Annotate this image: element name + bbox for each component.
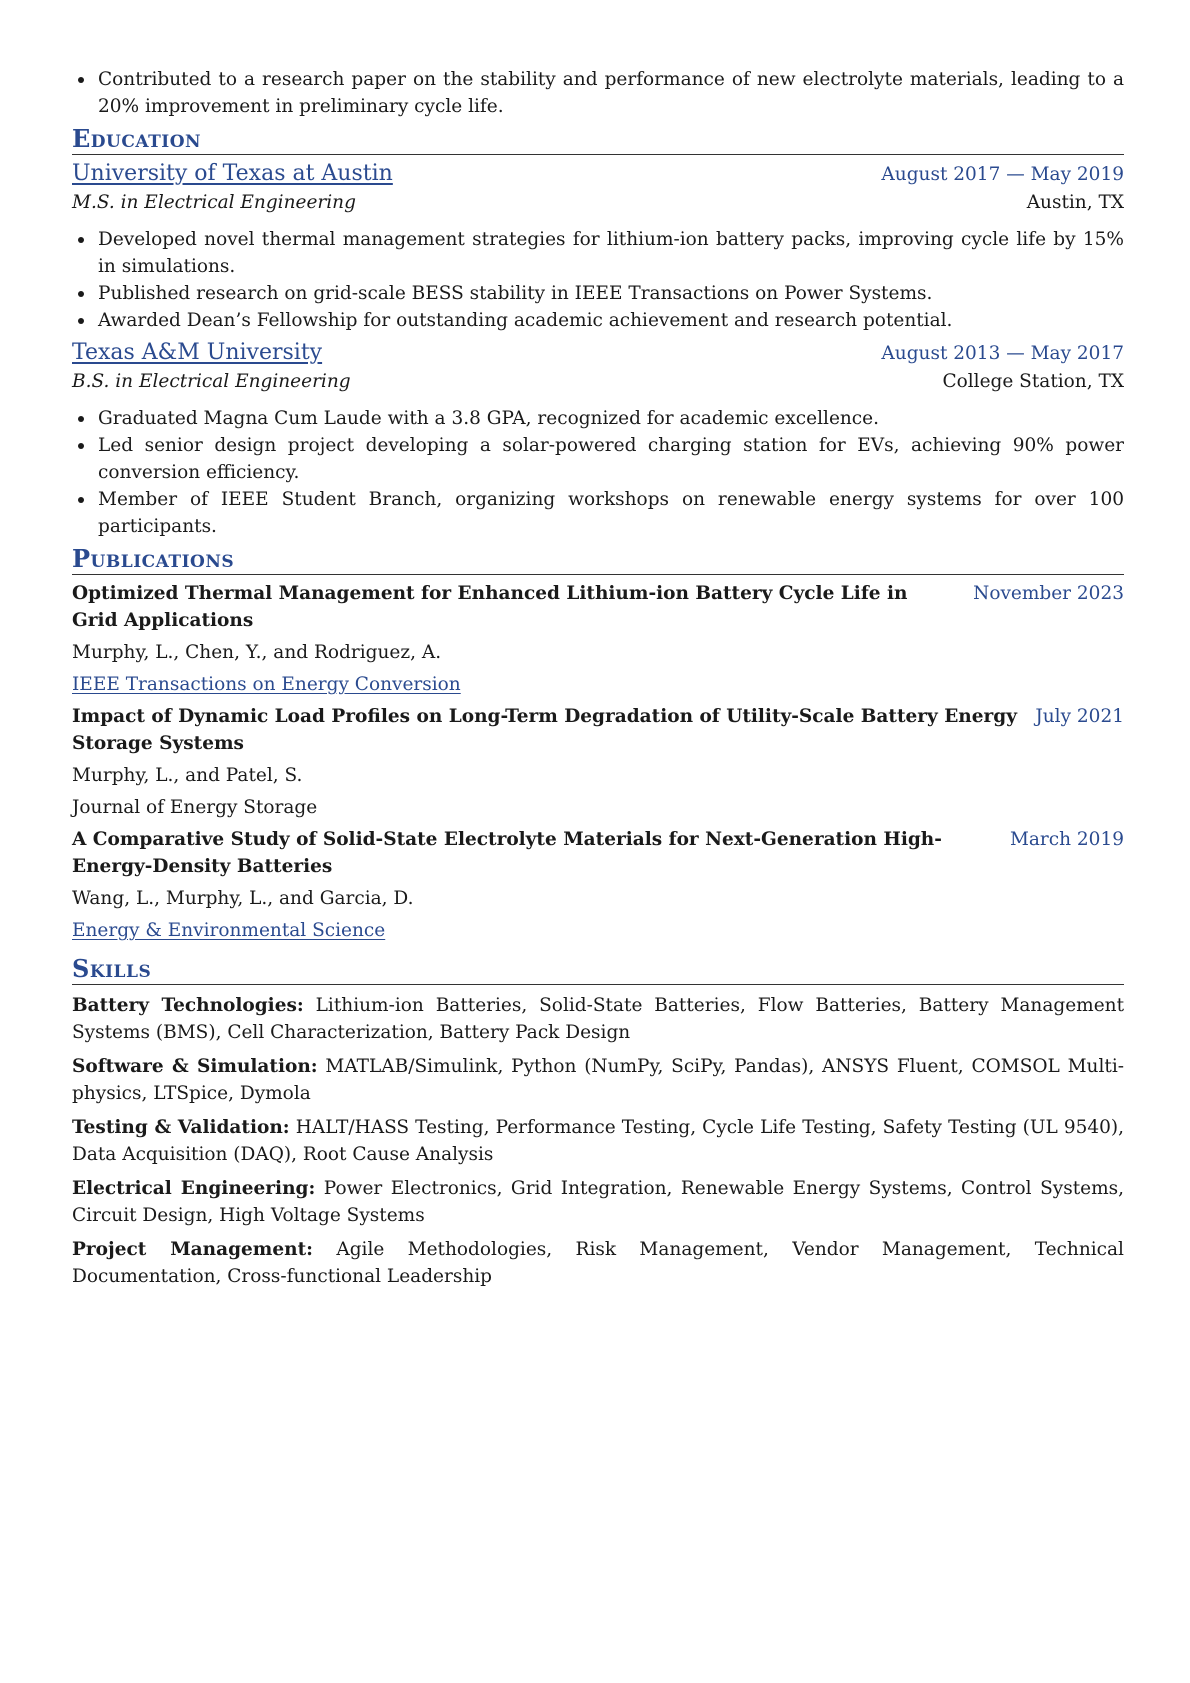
publication-authors: Murphy, L., Chen, Y., and Rodriguez, A. [72,642,442,663]
education-entry-texas-am [72,338,1124,540]
skill-value: MATLAB/Simulink, Python (NumPy, SciPy, Pandas), ANSYS Fluent, COMSOL Multi-physics, LTSpice, Dymola [72,1056,1124,1104]
degree: M.S. in Electrical Engineering [72,192,356,213]
skill-label: Software & Simulation: [72,1056,318,1077]
experience-bullet: Contributed to a research paper on the stability and performance of new electrolyte materials, leading to a 20% improvement in preliminary cycle life. [72,66,1124,120]
skills-section-title: Skills [72,950,1124,985]
publication-authors: Wang, L., Murphy, L., and Garcia, D. [72,888,414,909]
skill-value: Lithium-ion Batteries, Solid-State Batteries, Flow Batteries, Battery Management Systems (BMS), Cell Characterization, Battery Pack Design [72,995,1124,1043]
education-bullets [72,405,1124,540]
education-bullet: Developed novel thermal management strategies for lithium-ion battery packs, improving cycle life by 15% in simulations. [72,226,1124,280]
skill-row [72,1175,1124,1229]
education-entry-ut-austin [72,159,1124,334]
skill-label: Project Management: [72,1239,313,1260]
education-bullet: Led senior design project developing a solar-powered charging station for EVs, achieving 90% power conversion efficiency. [72,432,1124,486]
publication-date: November 2023 [973,583,1124,604]
education-section-title: Education [72,120,1124,155]
degree: B.S. in Electrical Engineering [72,371,351,392]
skill-value: Agile Methodologies, Risk Management, Vendor Management, Technical Documentation, Cross-functional Leadership [72,1239,1124,1287]
publication-date: March 2019 [1009,829,1124,850]
skill-value: Power Electronics, Grid Integration, Renewable Energy Systems, Control Systems, Circuit Design, High Voltage Systems [72,1178,1124,1226]
publication-date: July 2021 [1035,706,1124,727]
publication-authors: Murphy, L., and Patel, S. [72,765,303,786]
education-bullets [72,226,1124,334]
skill-label: Battery Technologies: [72,995,304,1016]
skill-row [72,1114,1124,1168]
education-dates: August 2013 — May 2017 [881,343,1124,364]
publication-title: Impact of Dynamic Load Profiles on Long-Term Degradation of Utility-Scale Battery Energy Storage Systems [72,706,1017,754]
publication-entry [72,703,1124,821]
education-bullet: Member of IEEE Student Branch, organizing workshops on renewable energy systems for over 100 participants. [72,486,1124,540]
location: Austin, TX [1026,192,1124,213]
skill-row [72,1236,1124,1290]
publication-venue: Journal of Energy Storage [72,797,318,818]
skill-label: Testing & Validation: [72,1117,290,1138]
publication-venue-link[interactable]: Energy & Environmental Science [72,920,386,941]
education-dates: August 2017 — May 2019 [881,164,1124,185]
institution-link[interactable]: University of Texas at Austin [72,161,393,186]
location: College Station, TX [942,371,1124,392]
education-bullet: Awarded Dean’s Fellowship for outstanding academic achievement and research potential. [72,307,1124,334]
education-bullet: Graduated Magna Cum Laude with a 3.8 GPA, recognized for academic excellence. [72,405,1124,432]
skill-row [72,1053,1124,1107]
publications-section-title: Publications [72,540,1124,575]
institution-link[interactable]: Texas A&M University [72,340,323,365]
publication-title: A Comparative Study of Solid-State Electrolyte Materials for Next-Generation High-Energy-Density Batteries [72,829,942,877]
publication-entry [72,580,1124,698]
skill-label: Electrical Engineering: [72,1178,316,1199]
skill-value: HALT/HASS Testing, Performance Testing, Cycle Life Testing, Safety Testing (UL 9540), Data Acquisition (DAQ), Root Cause Analysis [72,1117,1125,1165]
skill-row [72,992,1124,1046]
experience-continuation-list [72,66,1124,120]
publication-title: Optimized Thermal Management for Enhanced Lithium-ion Battery Cycle Life in Grid Applications [72,583,908,631]
publication-venue-link[interactable]: IEEE Transactions on Energy Conversion [72,674,461,695]
publication-entry [72,826,1124,944]
education-bullet: Published research on grid-scale BESS stability in IEEE Transactions on Power Systems. [72,280,1124,307]
